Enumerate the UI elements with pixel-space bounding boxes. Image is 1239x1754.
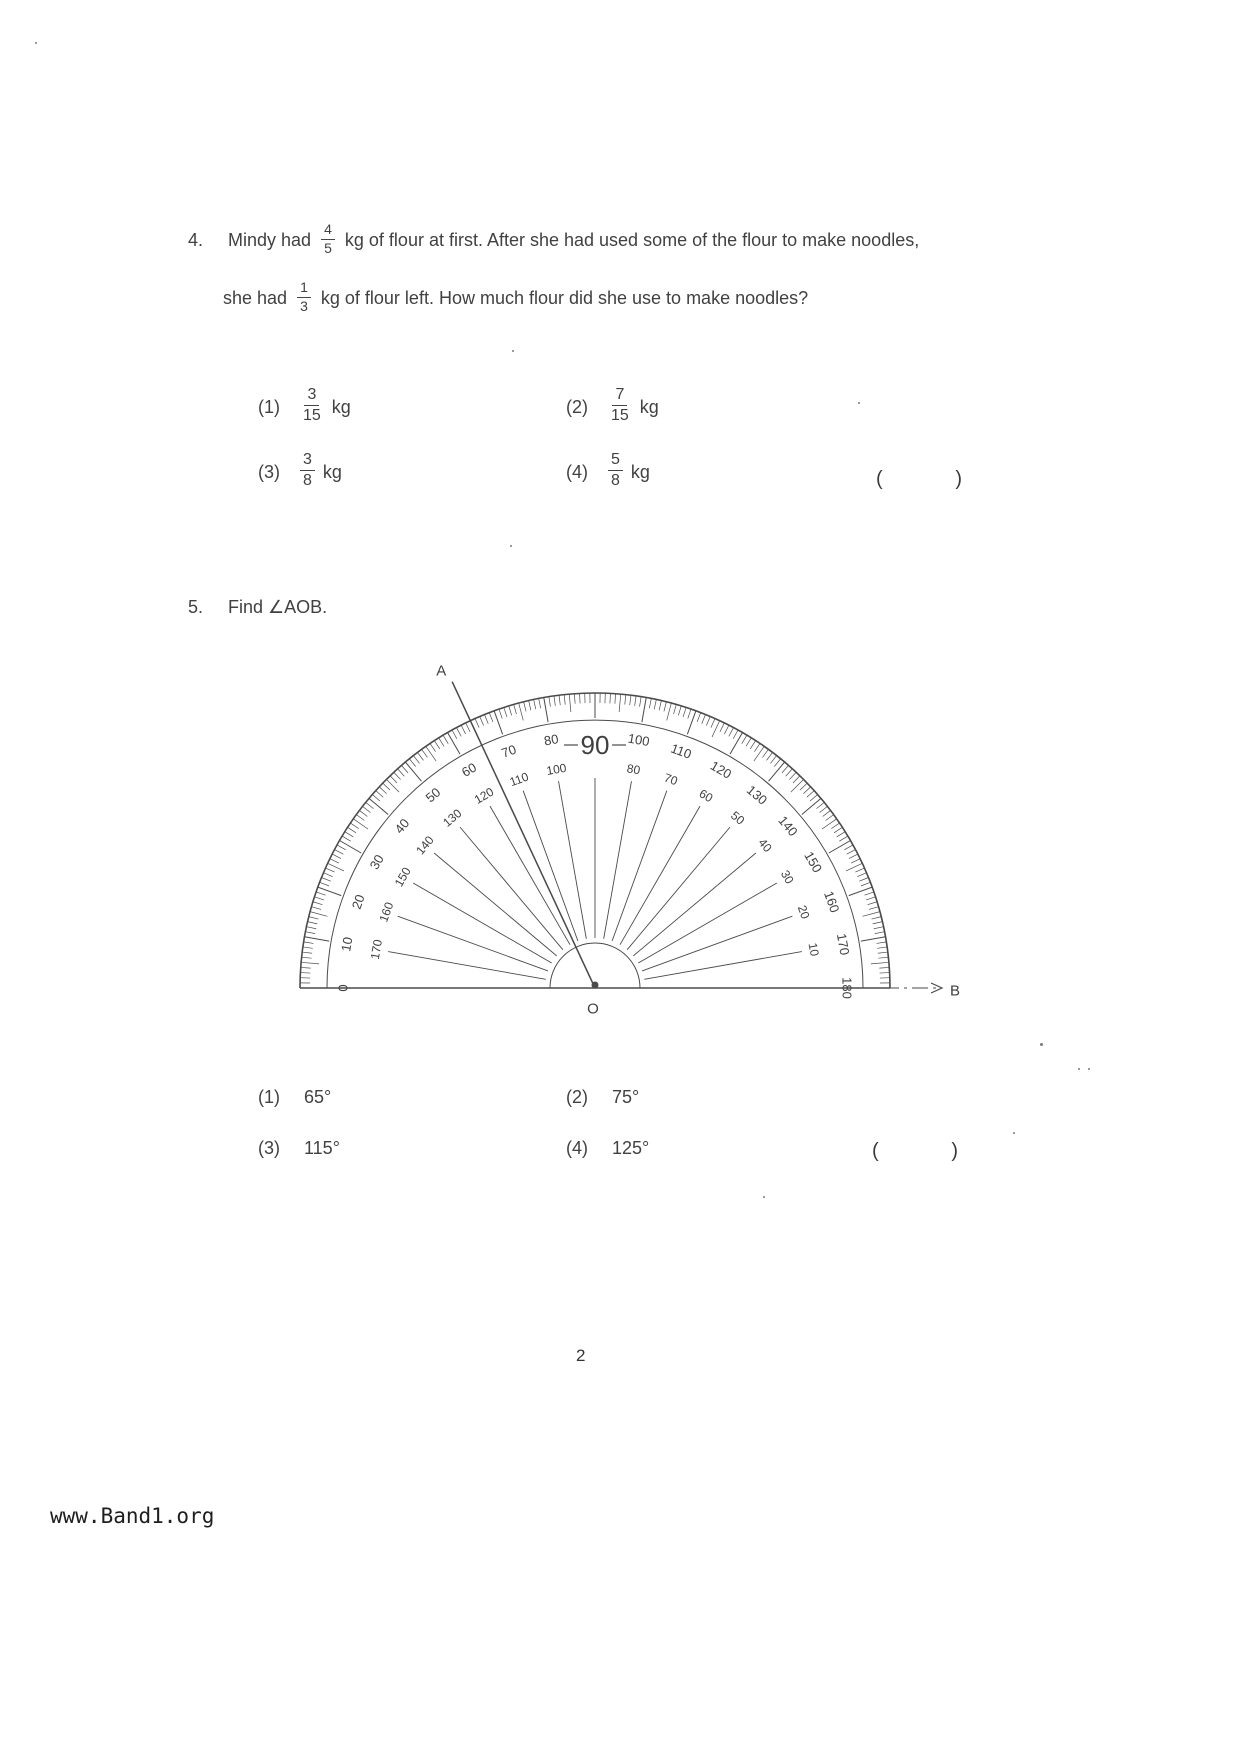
svg-text:160: 160 [376, 900, 397, 924]
svg-text:B: B [950, 982, 961, 1000]
svg-text:50: 50 [728, 808, 748, 828]
scan-speck [510, 545, 512, 547]
svg-text:20: 20 [794, 903, 813, 921]
svg-text:140: 140 [775, 812, 801, 840]
svg-text:120: 120 [471, 784, 497, 807]
question-5-answer-blank: ( ) [872, 1140, 958, 1162]
scan-speck [35, 42, 37, 44]
svg-text:180: 180 [839, 977, 855, 999]
question-4-number: 4. [188, 229, 204, 250]
svg-text:110: 110 [507, 769, 531, 790]
question-4 [188, 221, 920, 317]
svg-text:150: 150 [391, 864, 414, 890]
option-2: (2) 75° [566, 1087, 640, 1107]
question-5-options [258, 1087, 874, 1159]
svg-text:70: 70 [662, 770, 680, 789]
fraction-7-15: $\frac{7}{15}$ [611, 386, 629, 424]
option-4: (4) 125° [566, 1138, 650, 1158]
scan-speck [763, 1196, 765, 1198]
fraction-1-3: $\frac{1}{3}$ [297, 280, 311, 314]
svg-text:O: O [587, 1000, 599, 1018]
svg-text:120: 120 [707, 757, 735, 782]
fraction-3-15: $\frac{3}{15}$ [303, 386, 321, 424]
svg-text:80: 80 [542, 731, 560, 749]
svg-text:160: 160 [821, 889, 843, 915]
svg-text:60: 60 [458, 759, 480, 780]
svg-text:170: 170 [833, 932, 853, 957]
scan-speck [512, 350, 514, 352]
svg-text:30: 30 [777, 867, 797, 887]
fraction-4-5: $\frac{4}{5}$ [321, 222, 335, 256]
svg-text:20: 20 [348, 892, 368, 912]
svg-text:80: 80 [625, 761, 642, 778]
svg-text:40: 40 [755, 835, 775, 855]
svg-text:90: 90 [580, 730, 610, 760]
svg-text:170: 170 [367, 938, 386, 961]
scan-speck [858, 402, 860, 404]
question-4-text-a: Mindy had [228, 229, 312, 250]
svg-text:110: 110 [668, 740, 694, 762]
question-4-text-c: she had [223, 288, 288, 309]
fraction-5-8: $\frac{5}{8}$ [608, 451, 623, 490]
svg-text:30: 30 [366, 851, 387, 873]
svg-text:10: 10 [805, 941, 822, 958]
svg-text:70: 70 [499, 741, 519, 761]
svg-text:100: 100 [545, 760, 568, 779]
question-5 [188, 597, 327, 619]
question-4-text-b: kg of flour at first. After she had used some of the flour to make noodles, [344, 229, 920, 250]
svg-text:60: 60 [696, 786, 716, 806]
footer-url: www.Band1.org [50, 1504, 215, 1528]
svg-text:150: 150 [801, 848, 826, 876]
protractor-svg [295, 662, 975, 1035]
question-4-options [258, 388, 874, 492]
page-number: 2 [576, 1346, 586, 1365]
option-2: (2) $\frac{7}{15}$ kg [566, 386, 659, 424]
svg-text:140: 140 [413, 833, 437, 858]
svg-text:130: 130 [440, 806, 465, 830]
scan-speck [1040, 1043, 1043, 1046]
question-4-line2 [223, 279, 919, 316]
option-1: (1) $\frac{3}{15}$ kg [258, 386, 351, 424]
svg-text:130: 130 [743, 782, 771, 808]
scan-speck [1078, 1068, 1080, 1070]
svg-text:40: 40 [391, 815, 413, 837]
option-3: (3) 115° [258, 1138, 340, 1158]
fraction-3-8: $\frac{3}{8}$ [300, 451, 315, 490]
option-4: (4) $\frac{5}{8}$ kg [566, 450, 650, 489]
question-4-line1 [188, 221, 920, 258]
svg-text:10: 10 [338, 935, 356, 953]
option-1: (1) 65° [258, 1087, 332, 1107]
question-4-text-d: kg of flour left. How much flour did she use to make noodles? [320, 288, 809, 309]
scan-speck [1088, 1068, 1090, 1070]
question-5-text: Find ∠AOB. [228, 597, 328, 617]
option-3: (3) $\frac{3}{8}$ kg [258, 450, 342, 489]
scan-speck [1013, 1132, 1015, 1134]
svg-text:100: 100 [626, 730, 651, 750]
svg-text:50: 50 [422, 784, 444, 806]
question-4-answer-blank: ( ) [876, 468, 962, 490]
svg-text:A: A [436, 662, 447, 680]
question-5-number: 5. [188, 597, 204, 617]
svg-text:0: 0 [335, 984, 351, 992]
